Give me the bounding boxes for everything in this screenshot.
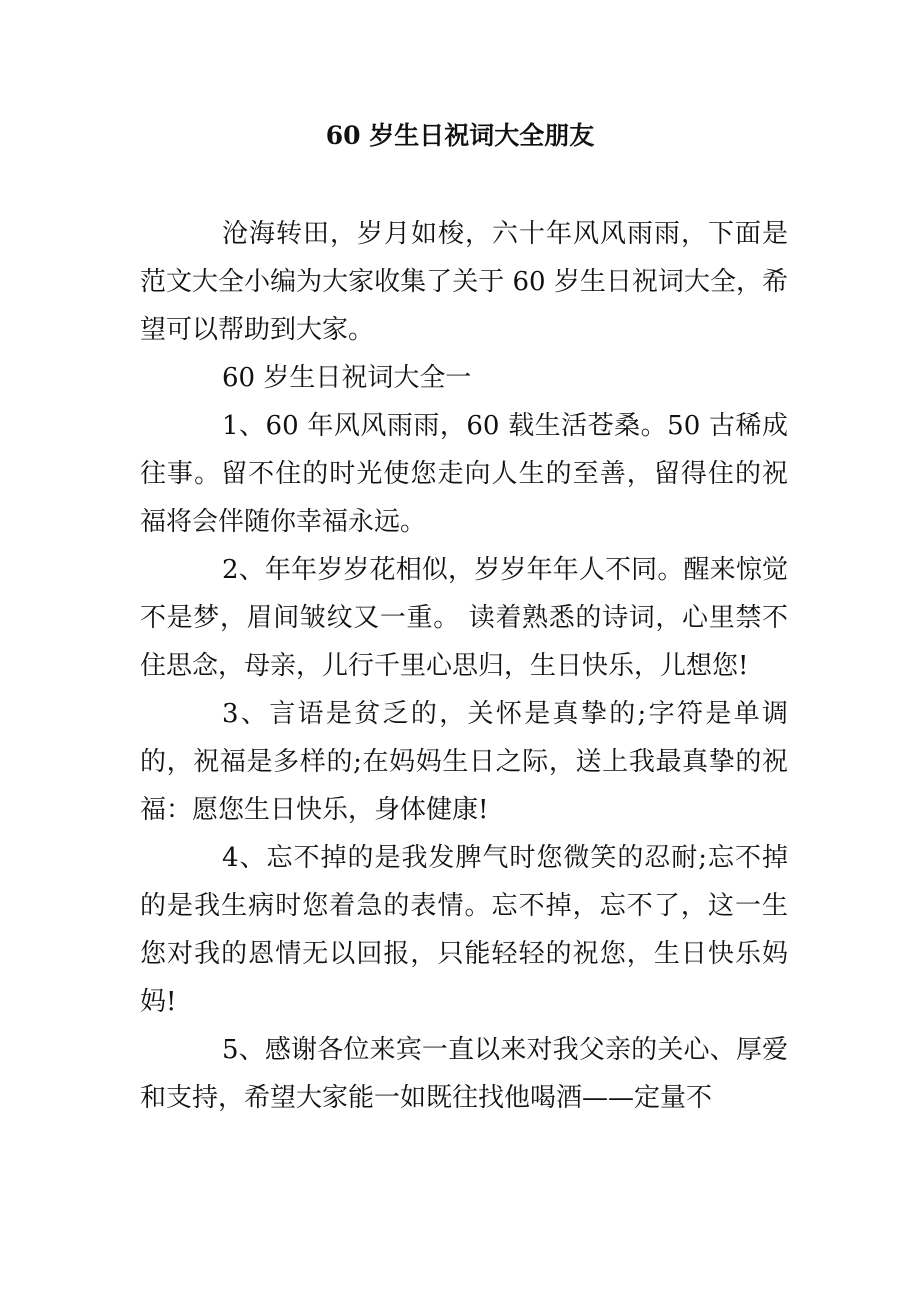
document-title: 60 岁生日祝词大全朋友 bbox=[325, 121, 595, 150]
paragraph-item-1: 1、60 年风风雨雨，60 载生活苍桑。50 古稀成往事。留不住的时光使您走向人生的至善，留得住的祝福将会伴随你幸福永远。 bbox=[140, 411, 788, 537]
paragraph-item-5: 5、感谢各位来宾一直以来对我父亲的关心、厚爱和支持，希望大家能一如既往找他喝酒——定量不 bbox=[140, 1035, 788, 1113]
paragraph-item-3: 3、言语是贫乏的，关怀是真挚的;字符是单调的，祝福是多样的;在妈妈生日之际，送上我最真挚的祝福：愿您生日快乐，身体健康! bbox=[140, 699, 788, 825]
document-body bbox=[140, 210, 788, 1122]
paragraph-item-2: 2、年年岁岁花相似，岁岁年年人不同。醒来惊觉不是梦，眉间皱纹又一重。 读着熟悉的诗词，心里禁不住思念，母亲，儿行千里心思归，生日快乐，儿想您! bbox=[140, 555, 788, 681]
paragraph-intro: 沧海转田，岁月如梭，六十年风风雨雨，下面是范文大全小编为大家收集了关于 60 岁生日祝词大全，希望可以帮助到大家。 bbox=[140, 219, 788, 345]
section-heading: 60 岁生日祝词大全一 bbox=[222, 363, 472, 393]
paragraph-item-4: 4、忘不掉的是我发脾气时您微笑的忍耐;忘不掉的是我生病时您着急的表情。忘不掉，忘不了，这一生您对我的恩情无以回报，只能轻轻的祝您，生日快乐妈妈! bbox=[140, 843, 788, 1017]
